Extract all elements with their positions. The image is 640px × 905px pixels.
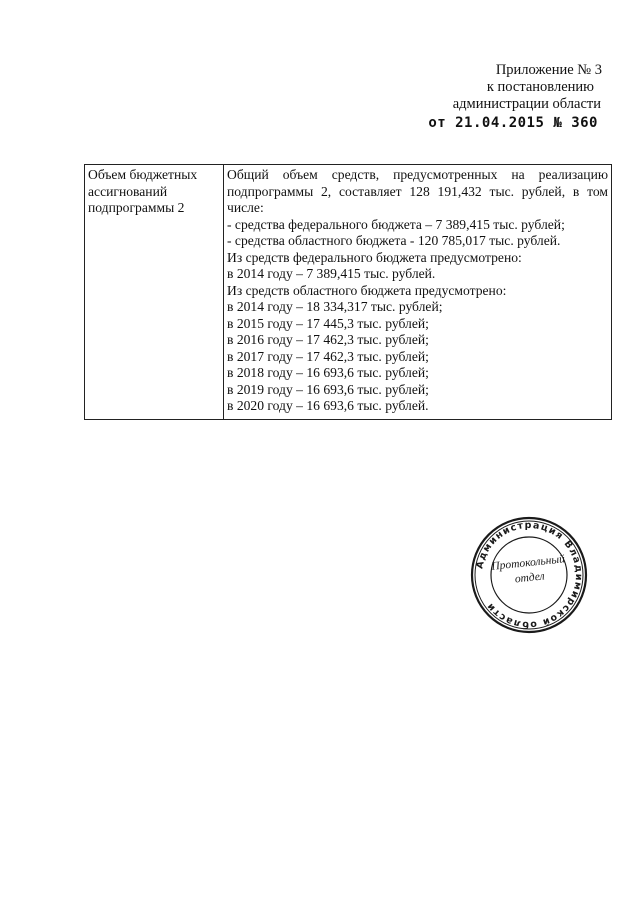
appendix-reference: к постановлению <box>486 79 594 95</box>
appendix-authority: администрации области <box>452 96 601 112</box>
table-row <box>85 165 612 420</box>
resolution-date-number: от 21.04.2015 № 360 <box>428 115 598 131</box>
funding-line: в 2016 году – 17 462,3 тыс. рублей; <box>227 332 429 347</box>
budget-table <box>84 164 612 420</box>
appendix-title: Приложение № 3 <box>495 62 602 78</box>
funding-line: Из средств федерального бюджета предусмотрено: <box>227 249 522 265</box>
stamp-center-line: отдел <box>514 570 546 586</box>
row-label-line: ассигнований <box>88 183 168 199</box>
stamp-ring-text: Администрация Владимирской области <box>474 519 585 631</box>
row-content-cell <box>224 165 612 420</box>
row-label-line: Объем бюджетных <box>88 167 198 182</box>
funding-line: в 2018 году – 16 693,6 тыс. рублей; <box>227 365 429 380</box>
appendix-header <box>428 62 602 132</box>
row-label-cell <box>85 165 224 420</box>
funding-line: в 2017 году – 17 462,3 тыс. рублей; <box>227 348 429 364</box>
row-label-line: подпрограммы 2 <box>88 200 185 215</box>
funding-line: в 2014 году – 7 389,415 тыс. рублей. <box>227 266 436 281</box>
funding-line: - средства федерального бюджета – 7 389,415 тыс. рублей; <box>227 216 565 232</box>
funding-line: в 2014 году – 18 334,317 тыс. рублей; <box>227 299 443 314</box>
funding-line: - средства областного бюджета - 120 785,017 тыс. рублей. <box>227 233 561 248</box>
total-funding-text: Общий объем средств, предусмотренных на реализацию подпрограммы 2, составляет 128 191,432 тыс. рублей, в том числе: <box>227 167 608 215</box>
funding-line: в 2020 году – 16 693,6 тыс. рублей. <box>227 398 429 413</box>
official-stamp <box>470 516 588 634</box>
funding-line: Из средств областного бюджета предусмотрено: <box>227 282 507 298</box>
stamp-center-line: Протокольный <box>490 553 566 573</box>
funding-line: в 2015 году – 17 445,3 тыс. рублей; <box>227 315 429 331</box>
funding-line: в 2019 году – 16 693,6 тыс. рублей; <box>227 381 429 397</box>
